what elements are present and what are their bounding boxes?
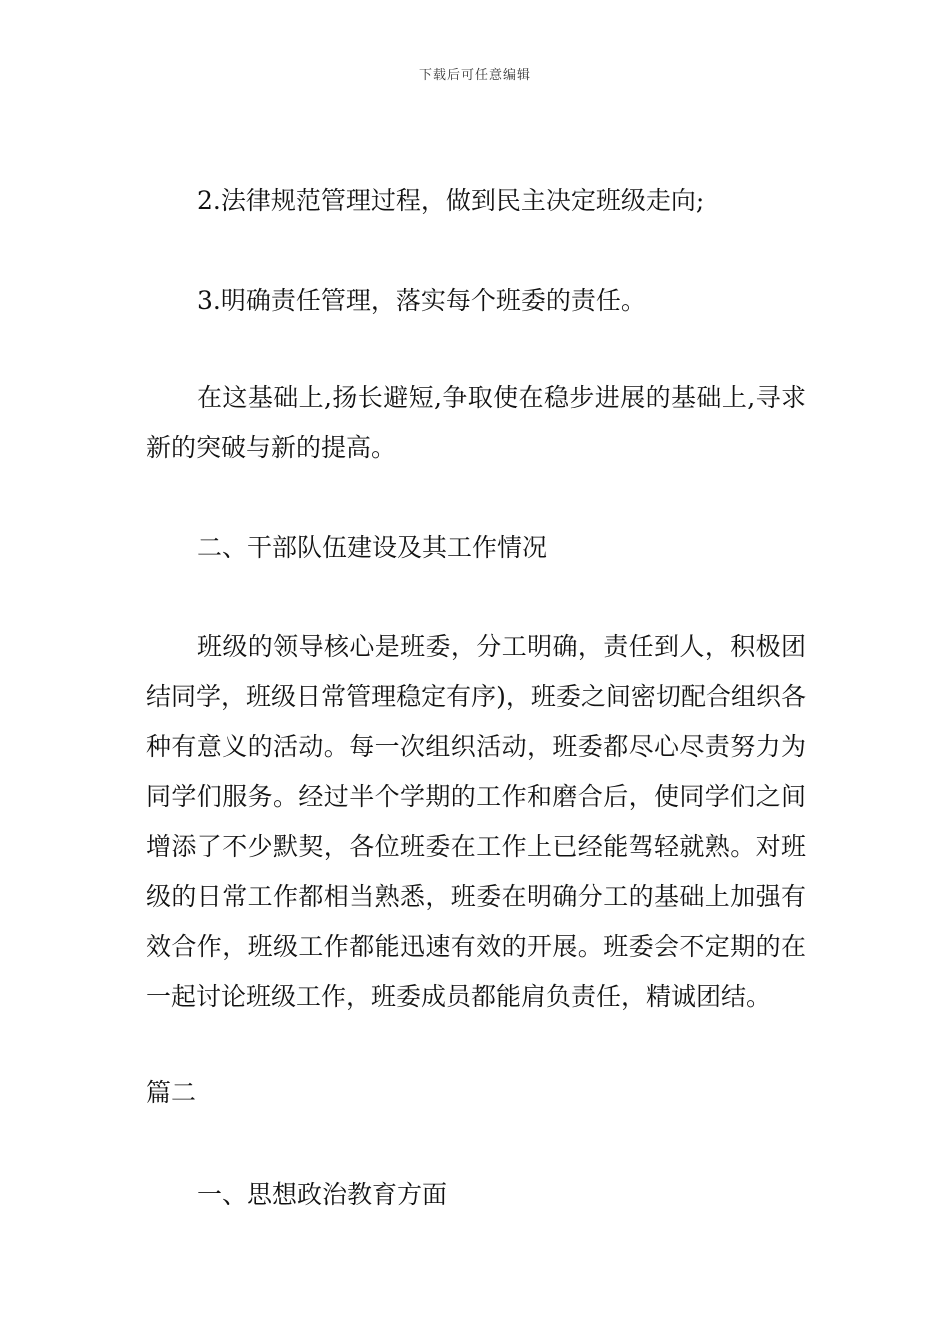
summary-paragraph: 在这基础上,扬长避短,争取使在稳步进展的基础上,寻求新的突破与新的提高。: [146, 383, 806, 462]
part-label: 篇二: [146, 1078, 197, 1107]
list-item-3: 3.明确责任管理，落实每个班委的责任。: [197, 286, 646, 315]
list-item-2: 2.法律规范管理过程，做到民主决定班级走向;: [197, 186, 705, 215]
page-header-note: 下载后可任意编辑: [418, 68, 531, 83]
section-heading-cadre: 二、干部队伍建设及其工作情况: [197, 533, 548, 562]
cadre-paragraph: 班级的领导核心是班委，分工明确，责任到人，积极团结同学，班级日常管理稳定有序)，班委之间密切配合组织各种有意义的活动。每一次组织活动，班委都尽心尽责努力为同学们服务。经过半个学期的工作和磨合后，使同学们之间增添了不少默契，各位班委在工作上已经能驾轻就熟。对班级的日常工作都相当熟悉，班委在明确分工的基础上加强有效合作，班级工作都能迅速有效的开展。班委会不定期的在一起讨论班级工作，班委成员都能肩负责任，精诚团结。: [146, 632, 806, 1011]
section-heading-ideology: 一、思想政治教育方面: [197, 1180, 448, 1209]
